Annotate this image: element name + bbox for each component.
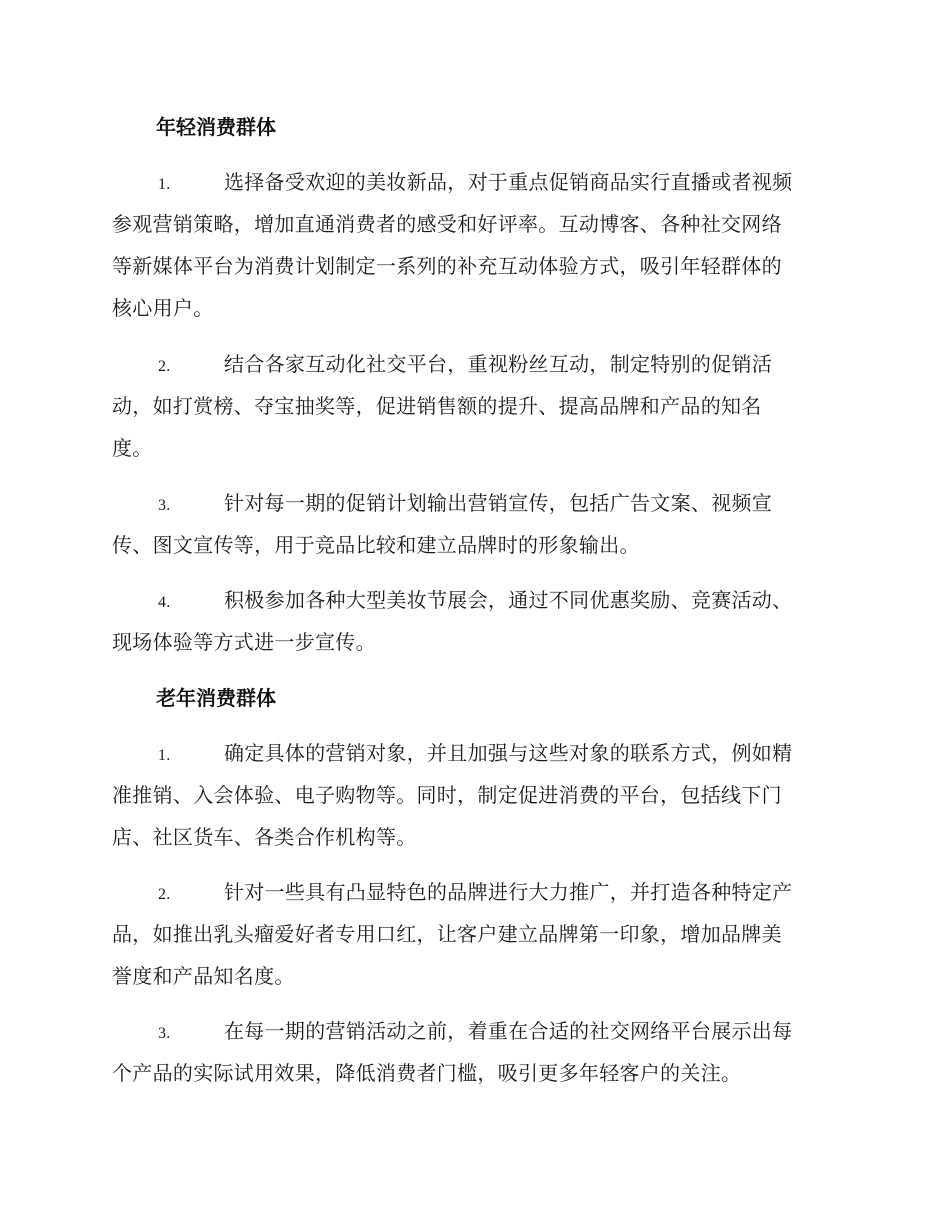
item-text-line: 店、社区货车、各类合作机构等。 — [112, 825, 417, 849]
item-text-line: 誉度和产品知名度。 — [112, 964, 295, 988]
item-number: 4. — [158, 594, 171, 611]
section-heading-young: 年轻消费群体 — [156, 115, 276, 139]
item-text-line: 传、图文宣传等，用于竞品比较和建立品牌时的形象输出。 — [112, 533, 640, 557]
list-item — [112, 732, 834, 858]
item-number: 1. — [158, 176, 171, 193]
list-item — [112, 343, 834, 469]
item-text-line: 度。 — [112, 436, 153, 460]
item-number: 3. — [158, 1025, 171, 1042]
item-number: 2. — [158, 358, 171, 375]
item-text-line: 核心用户。 — [112, 296, 214, 320]
item-text-line: 现场体验等方式进一步宣传。 — [112, 630, 376, 654]
list-item — [112, 579, 834, 663]
item-number: 3. — [158, 497, 171, 514]
item-text-line: 品，如推出乳头瘤爱好者专用口红，让客户建立品牌第一印象，增加品牌美 — [112, 922, 782, 946]
item-number: 2. — [158, 886, 171, 903]
item-text-line: 参观营销策略，增加直通消费者的感受和好评率。互动博客、各种社交网络 — [112, 212, 782, 236]
list-item — [112, 482, 834, 566]
item-text-line: 等新媒体平台为消费计划制定一系列的补充互动体验方式，吸引年轻群体的 — [112, 254, 782, 278]
item-text-line: 在每一期的营销活动之前，着重在合适的社交网络平台展示出每 — [224, 1019, 793, 1043]
section-heading-elderly: 老年消费群体 — [156, 686, 276, 710]
item-text-line: 确定具体的营销对象，并且加强与这些对象的联系方式，例如精 — [224, 741, 793, 765]
item-text-line: 个产品的实际试用效果，降低消费者门槛，吸引更多年轻客户的关注。 — [112, 1061, 742, 1085]
item-text-line: 准推销、入会体验、电子购物等。同时，制定促进消费的平台，包括线下门 — [112, 783, 782, 807]
item-text-line: 结合各家互动化社交平台，重视粉丝互动，制定特别的促销活 — [224, 352, 773, 376]
item-text-line: 积极参加各种大型美妆节展会，通过不同优惠奖励、竞赛活动、 — [224, 588, 793, 612]
list-item — [112, 1010, 834, 1094]
list-item — [112, 871, 834, 997]
item-text-line: 动，如打赏榜、夺宝抽奖等，促进销售额的提升、提高品牌和产品的知名 — [112, 394, 762, 418]
item-text-line: 选择备受欢迎的美妆新品，对于重点促销商品实行直播或者视频 — [224, 170, 793, 194]
item-text-line: 针对每一期的促销计划输出营销宣传，包括广告文案、视频宣 — [224, 491, 773, 515]
item-text-line: 针对一些具有凸显特色的品牌进行大力推广，并打造各种特定产 — [224, 880, 793, 904]
item-number: 1. — [158, 747, 171, 764]
list-item — [112, 161, 834, 329]
